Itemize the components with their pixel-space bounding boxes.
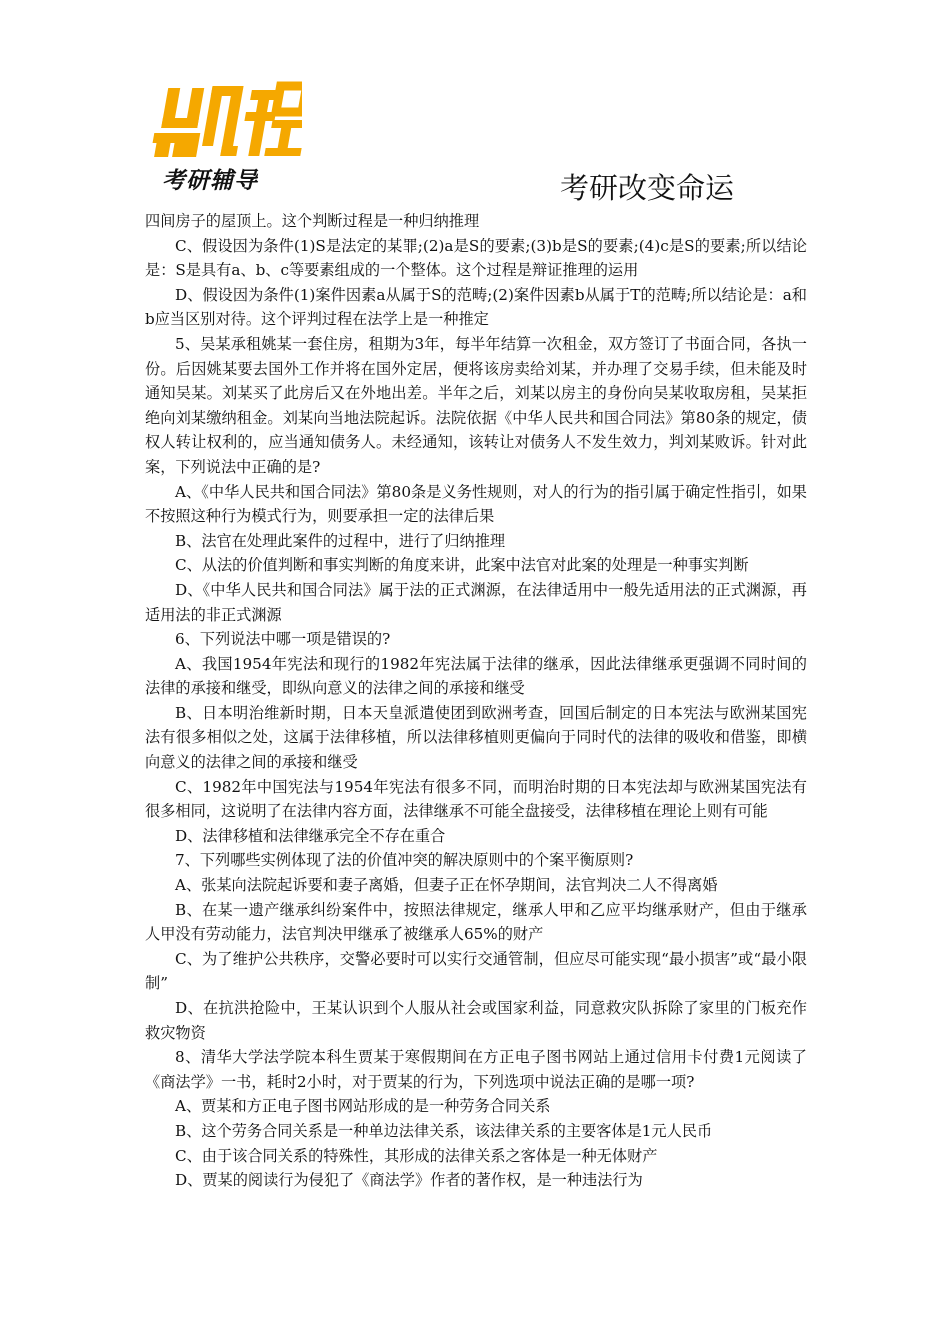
paragraph: D、假设因为条件(1)案件因素a从属于S的范畴;(2)案件因素b从属于T的范畴;所以结论是：a和b应当区别对待。这个评判过程在法学上是一种推定 bbox=[145, 285, 807, 329]
paragraph: C、1982年中国宪法与1954年宪法有很多不同，而明治时期的日本宪法却与欧洲某国宪法有很多相同，这说明了在法律内容方面，法律继承不可能全盘接受，法律移植在理论上则有可能 bbox=[145, 777, 807, 821]
paragraph: D、贾某的阅读行为侵犯了《商法学》作者的著作权，是一种违法行为 bbox=[175, 1171, 643, 1190]
paragraph: A、我国1954年宪法和现行的1982年宪法属于法律的继承，因此法律继承更强调不同时间的法律的承接和继受，即纵向意义的法律之间的承接和继受 bbox=[145, 654, 807, 698]
paragraph: 5、吴某承租姚某一套住房，租期为3年，每半年结算一次租金，双方签订了书面合同，各执一份。后因姚某要去国外工作并将在国外定居，便将该房卖给刘某，并办理了交易手续，但未能及时通知吴某。刘某买了此房后又在外地出差。半年之后，刘某以房主的身份向吴某收取房租，吴某拒绝向刘某缴纳租金。刘某向当地法院起诉。法院依据《中华人民共和国合同法》第80条的规定，债权人转让权利的，应当通知债务人。未经通知，该转让对债务人不发生效力，判刘某败诉。针对此案，下列说法中正确的是? bbox=[145, 334, 807, 476]
paragraph: B、这个劳务合同关系是一种单边法律关系，该法律关系的主要客体是1元人民币 bbox=[175, 1121, 713, 1140]
paragraph: 6、下列说法中哪一项是错误的? bbox=[175, 630, 391, 649]
paragraph: A、《中华人民共和国合同法》第80条是义务性规则，对人的行为的指引属于确定性指引，如果不按照这种行为模式行为，则要承担一定的法律后果 bbox=[145, 482, 807, 526]
paragraph: A、贾某和方正电子图书网站形成的是一种劳务合同关系 bbox=[175, 1097, 551, 1116]
paragraph: 8、清华大学法学院本科生贾某于寒假期间在方正电子图书网站上通过信用卡付费1元阅读了《商法学》一书，耗时2小时，对于贾某的行为，下列选项中说法正确的是哪一项? bbox=[145, 1048, 807, 1091]
page-slogan: 考研改变命运 bbox=[560, 171, 735, 205]
paragraph: D、法律移植和法律继承完全不存在重合 bbox=[175, 826, 446, 845]
paragraph: B、日本明治维新时期，日本天皇派遣使团到欧洲考查，回国后制定的日本宪法与欧洲某国宪法有很多相似之处，这属于法律移植，所以法律移植则更偏向于同时代的法律的吸收和借鉴，即横向意义的法律之间的承接和继受 bbox=[145, 703, 807, 772]
document-body bbox=[145, 209, 807, 1193]
paragraph: 7、下列哪些实例体现了法的价值冲突的解决原则中的个案平衡原则? bbox=[175, 851, 634, 870]
paragraph: A、张某向法院起诉要和妻子离婚，但妻子正在怀孕期间，法官判决二人不得离婚 bbox=[175, 876, 718, 895]
paragraph: D、《中华人民共和国合同法》属于法的正式渊源，在法律适用中一般先适用法的正式渊源，再适用法的非正式渊源 bbox=[145, 580, 807, 624]
paragraph: B、在某一遗产继承纠纷案件中，按照法律规定，继承人甲和乙应平均继承财产，但由于继承人甲没有劳动能力，法官判决甲继承了被继承人65%的财产 bbox=[145, 900, 807, 944]
paragraph: C、由于该合同关系的特殊性，其形成的法律关系之客体是一种无体财产 bbox=[175, 1146, 658, 1165]
paragraph: C、为了维护公共秩序，交警必要时可以实行交通管制，但应尽可能实现“最小损害”或“最小限制” bbox=[145, 949, 807, 993]
paragraph: 四间房子的屋顶上。这个判断过程是一种归纳推理 bbox=[145, 212, 480, 230]
paragraph: C、从法的价值判断和事实判断的角度来讲，此案中法官对此案的处理是一种事实判断 bbox=[175, 556, 749, 575]
paragraph: D、在抗洪抢险中，王某认识到个人服从社会或国家利益，同意救灾队拆除了家里的门板充作救灾物资 bbox=[145, 999, 807, 1042]
logo-tagline: 考研辅导 bbox=[162, 168, 258, 194]
paragraph: B、法官在处理此案件的过程中，进行了归纳推理 bbox=[175, 531, 506, 550]
paragraph: C、假设因为条件(1)S是法定的某罪;(2)a是S的要素;(3)b是S的要素;(4)c是S的要素;所以结论是：S是具有a、b、c等要素组成的一个整体。这个过程是辩证推理的运用 bbox=[145, 236, 807, 280]
